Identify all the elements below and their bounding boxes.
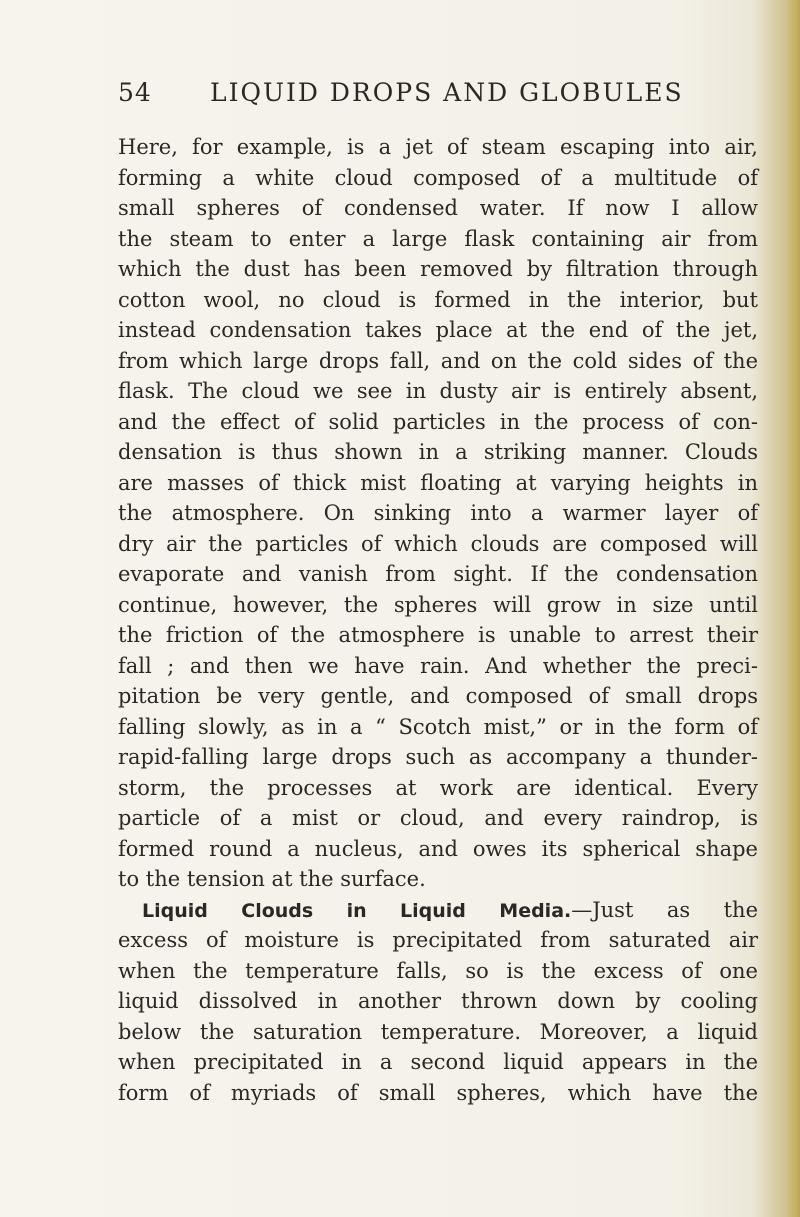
text-line: are masses of thick mist floating at varying heights in xyxy=(118,470,758,495)
text-line: below the saturation temperature. Moreover, a liquid xyxy=(118,1019,758,1044)
text-line: forming a white cloud composed of a multitude of xyxy=(118,165,758,190)
section-heading: Liquid Clouds in Liquid Media. xyxy=(142,899,572,922)
text-line: the steam to enter a large flask containing air from xyxy=(118,226,758,251)
body-text xyxy=(118,132,758,1108)
text-line: the atmosphere. On sinking into a warmer layer of xyxy=(118,501,758,525)
text-line: particle of a mist or cloud, and every raindrop, is xyxy=(118,806,758,830)
text-line: the friction of the atmosphere is unable to arrest their xyxy=(118,623,758,647)
text-line: Here, for example, is a jet of steam escaping into air, xyxy=(118,135,758,159)
page-number: 54 xyxy=(118,78,152,107)
text-line: when precipitated in a second liquid appears in the xyxy=(118,1050,758,1074)
text-line: dry air the particles of which clouds are composed will xyxy=(118,531,758,556)
text-line: and the effect of solid particles in the process of con- xyxy=(118,409,758,434)
running-head xyxy=(118,78,684,112)
text-line: liquid dissolved in another thrown down by cooling xyxy=(118,989,758,1013)
text-line: cotton wool, no cloud is formed in the interior, but xyxy=(118,287,758,312)
text-line: fall ; and then we have rain. And whether the preci- xyxy=(118,653,758,678)
text-line: instead condensation takes place at the end of the jet, xyxy=(118,318,758,342)
text-line: which the dust has been removed by filtration through xyxy=(118,257,758,281)
text-line: formed round a nucleus, and owes its spherical shape xyxy=(118,836,758,861)
text-line: from which large drops fall, and on the cold sides of the xyxy=(118,348,758,373)
section-first-line-text: —Just as the xyxy=(571,897,758,922)
text-line: form of myriads of small spheres, which have the xyxy=(118,1080,758,1105)
text-line: storm, the processes at work are identical. Every xyxy=(118,775,758,800)
page-edge-shadow xyxy=(786,0,800,1217)
running-title: LIQUID DROPS AND GLOBULES xyxy=(210,78,684,107)
text-line: excess of moisture is precipitated from saturated air xyxy=(118,928,758,952)
section-first-line xyxy=(118,895,758,926)
text-line: pitation be very gentle, and composed of small drops xyxy=(118,684,758,708)
text-line: falling slowly, as in a “ Scotch mist,” or in the form of xyxy=(118,714,758,739)
text-line: rapid-falling large drops such as accompany a thunder- xyxy=(118,745,758,769)
text-line: small spheres of condensed water. If now I allow xyxy=(118,196,758,220)
text-line: flask. The cloud we see in dusty air is entirely absent, xyxy=(118,379,758,403)
text-line: densation is thus shown in a striking manner. Clouds xyxy=(118,440,758,464)
text-line: when the temperature falls, so is the excess of one xyxy=(118,958,758,983)
text-line: to the tension at the surface. xyxy=(118,867,426,891)
text-line: evaporate and vanish from sight. If the condensation xyxy=(118,562,758,586)
text-line: continue, however, the spheres will grow in size until xyxy=(118,592,758,617)
